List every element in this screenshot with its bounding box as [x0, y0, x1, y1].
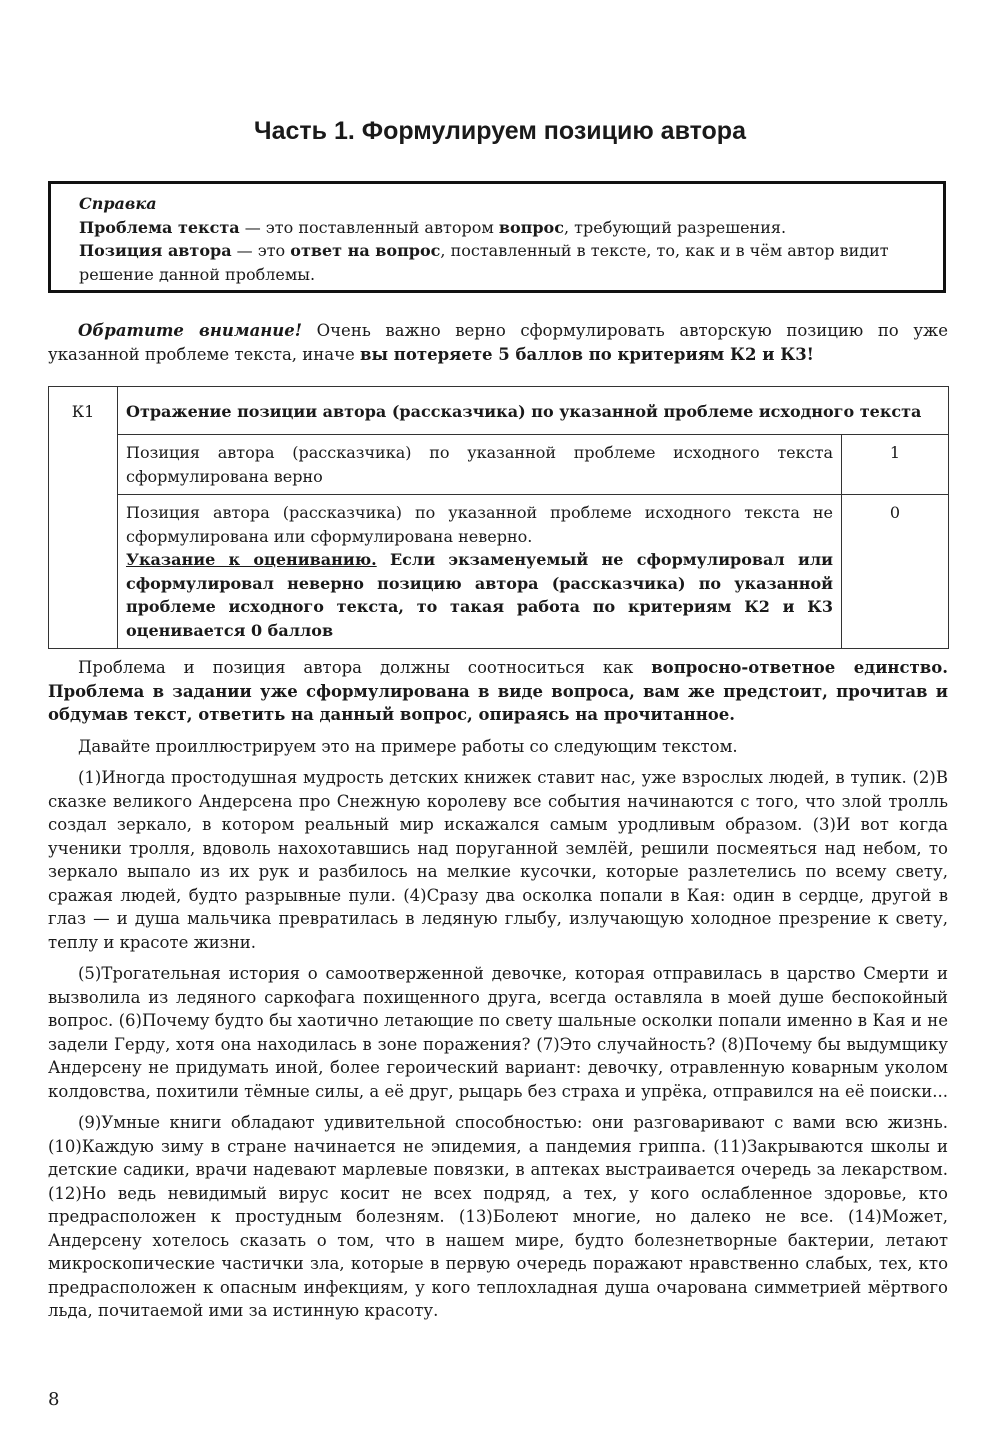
criteria-heading: Отражение позиции автора (рассказчика) по указанной проблеме исходного текста: [118, 387, 949, 435]
intro-paragraph: [48, 656, 948, 727]
reference-box: [48, 181, 946, 293]
criteria-note-label: Указание к оцениванию.: [126, 550, 377, 569]
notice-bold: вы потеряете 5 баллов по критериям К2 и К3!: [360, 344, 814, 364]
criteria-row-description: Позиция автора (рассказчика) по указанной проблеме исходного текста не сформулирована или сформулирована неверно.: [126, 503, 833, 546]
example-intro: Давайте проиллюстрируем это на примере работы со следующим текстом.: [78, 736, 738, 756]
criteria-row: [49, 495, 949, 649]
notice-paragraph: [48, 319, 948, 366]
text-paragraph-3: (9)Умные книги обладают удивительной способностью: они разговаривают с вами всю жизнь. (10)Каждую зиму в стране начинается не эпидемия, а пандемия гриппа. (11)Закрываются школы и детские садики, врачи надевают марлевые повязки, в аптеках выстраивается очередь за лекарством. (12)Но ведь невидимый вирус косит не всех подряд, а тех, у кого ослабленное здоровье, кто предрасположен к простудным болезням. (13)Болеют многие, но далеко не все. (14)Может, Андерсену хотелось сказать о том, что в нашем мире, будто болезнетворные бактерии, летают микроскопические частички зла, которые в первую очередь поражают нравственно слабых, тех, кто предрасположен к опасным инфекциям, у кого теплохладная душа очарована симметрией мёртвого льда, почитаемой ими за истинную красоту.: [48, 1113, 948, 1320]
criteria-header-row: [49, 387, 949, 435]
text-paragraph-2: (5)Трогательная история о самоотверженной девочке, которая отправилась в царство Смерти и вызволила из ледяного саркофага похищенного друга, всегда оставляла в моей душе беспокойный вопрос. (6)Почему будто бы хаотично летающие по свету шальные осколки попали именно в Кая и не задели Герду, хотя она находилась в зоне поражения? (7)Это случайность? (8)Почему бы выдумщику Андерсену не придумать иной, более героический вариант: девочку, отравленную коварным уколом колдовства, похитили тёмные силы, а её друг, рыцарь без страха и упрёка, отправился на её поиски...: [48, 964, 948, 1101]
intro-text: Проблема и позиция автора должны соотноситься как: [78, 658, 652, 677]
definition-position-bold: ответ на вопрос: [290, 241, 441, 260]
term-position: Позиция автора: [79, 241, 232, 260]
criteria-note-text: Если экзаменуемый не сформулировал или сформулировал неверно позицию автора (рассказчика) по указанной проблеме исходного текста, то такая работа по критериям К2 и К3 оценивается 0 баллов: [126, 550, 833, 640]
notice-lead: Обратите внимание!: [78, 321, 303, 340]
definition-problem-part2: , требующий разрешения.: [563, 217, 787, 237]
criteria-row-score: 1: [842, 435, 949, 495]
reference-line-problem: [79, 216, 915, 240]
text-paragraph-1: (1)Иногда простодушная мудрость детских книжек ставит нас, уже взрослых людей, в тупик. (2)В сказке великого Андерсена про Снежную королеву все события начинаются с того, что злой тролль создал зеркало, в котором реальный мир искажался самым уродливым образом. (3)И вот когда ученики тролля, вдоволь нахохотавшись над поруганной землёй, решили посмеяться над небом, то зеркало выпало из их рук и разбилось на мелкие кусочки, которые разлетелись по всему свету, сражая людей, будто разрывные пули. (4)Сразу два осколка попали в Кая: один в сердце, другой в глаз — и душа мальчика превратилась в ледяную глыбу, излучающую холодное презрение к свету, теплу и красоте жизни.: [48, 768, 948, 952]
body-text: [48, 656, 948, 1331]
criteria-note: [126, 548, 833, 642]
criteria-code: К1: [49, 387, 118, 649]
definition-position-part1: — это: [231, 241, 291, 260]
term-problem: Проблема текста: [79, 217, 240, 237]
reference-heading: Справка: [79, 194, 157, 213]
definition-problem-bold: вопрос: [498, 217, 564, 237]
page-title: Часть 1. Формулируем позицию автора: [254, 117, 746, 145]
intro-bold: вопросно-ответное единство. Проблема в задании уже сформулирована в виде вопроса, вам же предстоит, прочитав и обдумав текст, ответить на данный вопрос, опираясь на прочитанное.: [48, 658, 948, 724]
criteria-row: [49, 435, 949, 495]
criteria-table: [48, 386, 949, 649]
definition-problem-part1: — это поставленный автором: [239, 217, 499, 237]
definition-position-part2: , поставленный в тексте, то, как и в чём автор видит решение данной проблемы.: [79, 241, 889, 284]
criteria-row-score: 0: [842, 495, 949, 649]
page-number: 8: [48, 1389, 60, 1410]
criteria-row-description-cell: [118, 495, 842, 649]
reference-line-position: [79, 239, 915, 286]
criteria-row-description: Позиция автора (рассказчика) по указанной проблеме исходного текста сформулирована верно: [118, 435, 842, 495]
notice-text: Очень важно верно сформулировать авторскую позицию по уже указанной проблеме текста, иначе: [48, 321, 948, 364]
